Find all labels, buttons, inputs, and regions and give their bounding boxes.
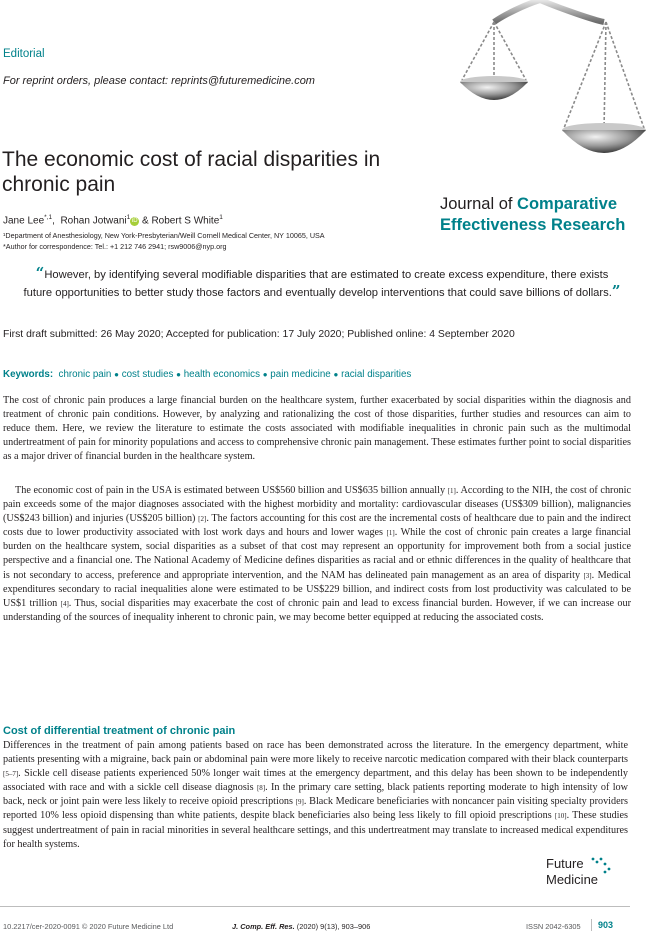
reprint-notice — [3, 75, 315, 87]
bullet-icon: ● — [114, 370, 119, 379]
author-affiliation-marker: 1 — [219, 214, 223, 221]
orcid-icon[interactable]: iD — [131, 218, 138, 225]
footer-issn: ISSN 2042-6305 — [526, 922, 581, 931]
author-affiliation-marker: 1 — [126, 214, 131, 221]
article-title: The economic cost of racial disparities in chronic pain — [2, 148, 381, 196]
citation-link[interactable]: [1] — [386, 529, 395, 538]
body-paragraph — [3, 484, 631, 625]
footer-divider — [0, 906, 630, 907]
citation-link[interactable]: [4] — [60, 599, 69, 608]
affiliation-block — [3, 230, 325, 252]
citation-link[interactable]: [3] — [583, 571, 592, 580]
paragraph-text: Differences in the treatment of pain among patients based on race has been demonstrated across the literature. In the emergency department, white patients presenting with a migraine, back pain or abdominal pain were more likely to receive narcotic medication compared with their black counterparts — [3, 740, 628, 766]
paragraph-text: . While the cost of chronic pain creates a large financial burden on the healthcare system, social disparities as a subset of that cost may represent an opportunity for improvement both from a social justice perspective and a financial one. The National Academy of Medicine defines disparities as racial and or ethnic differences in the quality of healthcare that is not secondary to access, preference and appropriate intervention, and the NAM has delineated pain management as an area of disparity — [3, 527, 631, 581]
pull-quote-text: However, by identifying several modifiable disparities that are estimated to create excess expenditure, there exists future opportunities to better study those factors and eventually develop interventions that could save billions of dollars. — [23, 269, 612, 299]
logo-text-line1: Future — [546, 856, 584, 871]
paragraph-text: . These studies suggest undertreatment of pain in racial minorities in several healthcare settings, and this undertreatment may translate to increased medical expenditures for health systems. — [3, 810, 628, 850]
article-type-label: Editorial — [3, 48, 45, 60]
author-name[interactable]: & Robert S White — [142, 215, 220, 227]
correspondence-line: *Author for correspondence: Tel.: +1 212 746 2941; rsw9006@nyp.org — [3, 242, 227, 251]
keyword-link[interactable]: racial disparities — [341, 369, 412, 380]
journal-name-prefix: Journal of — [440, 195, 518, 213]
footer-journal-abbr: J. Comp. Eff. Res. — [232, 922, 295, 931]
citation-link[interactable]: [2] — [198, 515, 207, 524]
paragraph-text: The economic cost of pain in the USA is estimated between US$560 billion and US$635 billion annually — [15, 485, 448, 496]
bullet-icon: ● — [262, 370, 268, 379]
footer-citation-text: (2020) 9(13), 903–906 — [294, 922, 371, 931]
body-paragraph — [3, 739, 628, 852]
paragraph-text: . Thus, social disparities may exacerbate the cost of chronic pain and lead to excess financial burden. However, if we can increase our understanding of the sources of inequality inherent to chronic pain, we may become better equipped at reducing the associated costs. — [3, 597, 631, 623]
citation-link[interactable]: [5–7] — [3, 770, 19, 779]
citation-link[interactable]: [8] — [256, 784, 266, 793]
open-quote-icon: “ — [35, 264, 45, 282]
keyword-link[interactable]: pain medicine — [270, 369, 331, 380]
future-medicine-logo — [545, 855, 615, 889]
paragraph-text: . The factors accounting for this cost are the incremental costs of healthcare due to pain and the indirect costs due to lower productivity associated with lost work days and hours and lower wages — [3, 513, 631, 539]
paragraph-text: . Sickle cell disease patients experienced 50% longer wait times at the emergency department, and this delay has been shown to be independently associated with race and with a sickle cell disease diagnosis — [3, 768, 628, 794]
author-name[interactable]: Rohan Jotwani — [60, 215, 127, 227]
close-quote-icon: ” — [611, 281, 621, 300]
keyword-link[interactable]: cost studies — [121, 369, 174, 380]
footer-doi: 10.2217/cer-2020-0091 © 2020 Future Medicine Ltd — [3, 922, 174, 931]
reprint-email-link[interactable]: reprints@futuremedicine.com — [171, 75, 315, 87]
paragraph-text: . In the primary care setting, black patients reporting moderate to high intensity of low back, neck or joint pain were less likely to receive opioid prescriptions — [3, 782, 628, 808]
keyword-link[interactable]: chronic pain — [58, 369, 112, 380]
keywords-list — [3, 369, 411, 380]
citation-link[interactable]: [9] — [295, 798, 304, 807]
paragraph-text: . Black Medicare beneficiaries with noncancer pain visiting specialty providers reported 10% less opioid dispensing than white patients, despite black beneficiaries also being less likely to fill opioid prescriptions — [3, 796, 628, 822]
abstract-paragraph: The cost of chronic pain produces a large financial burden on the healthcare system, further exacerbated by social disparities within the diagnosis and treatment of chronic pain conditions. However, by analyzing and rationalizing the cost of those disparities, further studies and resources can aim to reduce them. Here, we review the literature to estimate the costs associated with modifiable inequalities in chronic pain such as the multimodal undertreatment of pain for minority populations and access to comprehensive chronic pain management. These estimates further point to social disparities as a major driver of financial burden in the healthcare system. — [3, 395, 631, 463]
bullet-icon: ● — [176, 370, 181, 379]
footer-separator — [591, 919, 592, 931]
journal-name — [440, 194, 645, 236]
citation-link[interactable]: [10] — [554, 812, 567, 821]
keywords-label: Keywords: — [3, 369, 54, 380]
scales-illustration — [444, 0, 650, 190]
reprint-text: For reprint orders, please contact: — [3, 75, 172, 87]
section-heading: Cost of differential treatment of chronic pain — [3, 725, 236, 737]
paragraph-text: . Medical expenditures secondary to racial inequalities alone were estimated to be US$229 billion, and indirect costs from lost productivity was calculated to be US$1 trillion — [3, 569, 631, 609]
journal-name-brand1: Comparative — [517, 195, 617, 213]
citation-link[interactable]: [1] — [447, 487, 456, 495]
pull-quote — [22, 266, 622, 301]
bullet-icon: ● — [333, 370, 339, 379]
author-list: Jane Lee$^{*,1}$, Rohan Jotwani$^1$iD & Robert S White$^1$ — [3, 214, 223, 227]
affiliation-department: ¹Department of Anesthesiology, New York-Presbyterian/Weill Cornell Medical Center, NY 10065, USA — [3, 231, 325, 240]
publication-dates: First draft submitted: 26 May 2020; Accepted for publication: 17 July 2020; Published online: 4 September 2020 — [3, 329, 515, 340]
paragraph-text: . According to the NIH, the cost of chronic pain exceeds some of the major diagnoses associated with the highest morbidity and mortality: cardiovascular diseases (US$309 billion), malignancies (US$243 billion) and injuries (US$205 billion) — [3, 485, 631, 525]
logo-text-line2: Medicine — [546, 872, 599, 887]
author-name[interactable]: Jane Lee — [3, 215, 45, 227]
keyword-link[interactable]: health economics — [183, 369, 260, 380]
author-affiliation-marker: *,1 — [44, 214, 53, 221]
page-number: 903 — [598, 920, 614, 930]
journal-name-brand2: Effectiveness Research — [440, 216, 626, 234]
footer-citation — [232, 922, 370, 931]
